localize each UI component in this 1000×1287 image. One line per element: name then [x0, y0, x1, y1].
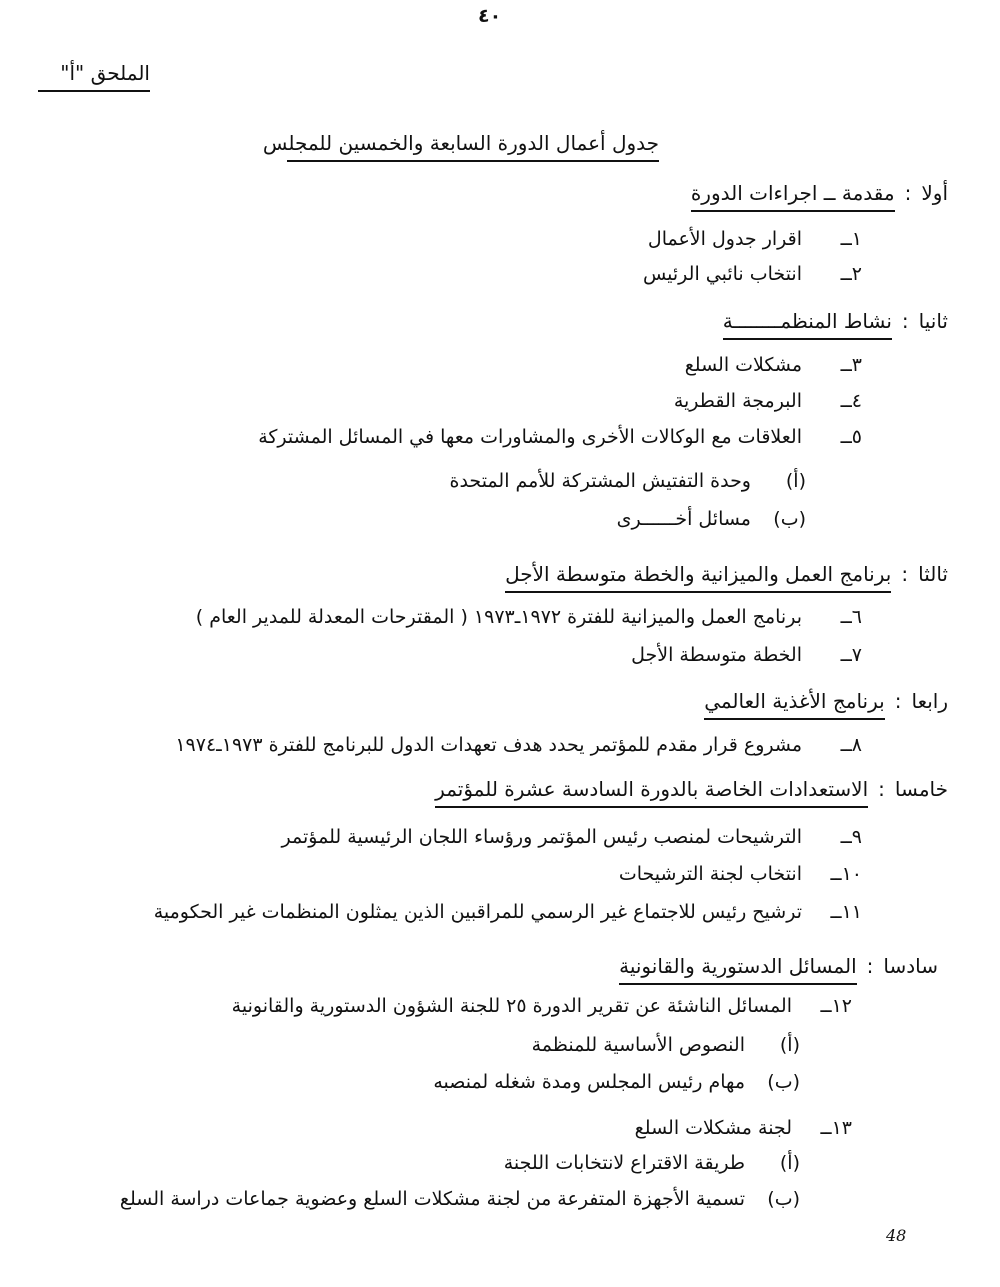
section-heading-4: رابعا : برنامج الأغذية العالمي	[704, 688, 948, 720]
page-number: 48	[886, 1226, 907, 1245]
section-heading-3: ثالثا : برنامج العمل والميزانية والخطة متوسطة الأجل	[505, 561, 948, 593]
section-heading-2: ثانيا : نشاط المنظمــــــــة	[723, 308, 948, 340]
agenda-item: ٨ــ مشروع قرار مقدم للمؤتمر يحدد هدف تعهدات الدول للبرنامج للفترة ١٩٧٣ـ١٩٧٤	[175, 734, 862, 756]
section-heading-1: أولا : مقدمة ــ اجراءات الدورة	[691, 180, 948, 212]
agenda-subitem: (أ) طريقة الاقتراع لانتخابات اللجنة	[503, 1152, 800, 1174]
section-title: برنامج العمل والميزانية والخطة متوسطة الأجل	[505, 561, 891, 593]
agenda-item: ٩ــ الترشيحات لمنصب رئيس المؤتمر ورؤساء اللجان الرئيسية للمؤتمر	[281, 826, 862, 848]
section-label: سادسا	[883, 954, 938, 978]
agenda-subitem: (أ) وحدة التفتيش المشتركة للأمم المتحدة	[449, 470, 806, 492]
agenda-item: ١٠ــ انتخاب لجنة الترشيحات	[618, 863, 862, 885]
agenda-item: ١١ــ ترشيح رئيس للاجتماع غير الرسمي للمراقبين الذين يمثلون المنظمات غير الحكومية	[153, 901, 862, 923]
section-title: نشاط المنظمــــــــة	[723, 308, 892, 340]
section-label: رابعا	[911, 689, 948, 713]
section-label: ثانيا	[918, 309, 948, 333]
section-title: الاستعدادات الخاصة بالدورة السادسة عشرة للمؤتمر	[435, 776, 868, 808]
agenda-item: ٧ــ الخطة متوسطة الأجل	[631, 644, 862, 666]
agenda-item: ٤ــ البرمجة القطرية	[673, 390, 862, 412]
section-title: مقدمة ــ اجراءات الدورة	[691, 180, 895, 212]
agenda-item: ٦ــ برنامج العمل والميزانية للفترة ١٩٧٢ـ١٩٧٣ ( المقترحات المعدلة للمدير العام )	[195, 606, 862, 628]
page-top-number: ٤٠	[478, 5, 502, 27]
section-heading-5: خامسا : الاستعدادات الخاصة بالدورة السادسة عشرة للمؤتمر	[435, 776, 948, 808]
agenda-title: جدول أعمال الدورة السابعة والخمسين للمجلس	[287, 130, 659, 162]
agenda-subitem: (ب) تسمية الأجهزة المتفرعة من لجنة مشكلات السلع وعضوية جماعات دراسة السلع	[119, 1188, 800, 1210]
section-title: برنامج الأغذية العالمي	[704, 688, 885, 720]
section-label: خامسا	[894, 777, 948, 801]
agenda-item: ١٣ــ لجنة مشكلات السلع	[634, 1117, 852, 1139]
section-heading-6: سادسا : المسائل الدستورية والقانونية	[619, 953, 938, 985]
agenda-item: ٢ــ انتخاب نائبي الرئيس	[642, 263, 862, 285]
annex-label: الملحق "أ"	[38, 60, 150, 92]
agenda-item: ٣ــ مشكلات السلع	[684, 354, 862, 376]
section-label: ثالثا	[918, 562, 948, 586]
agenda-item: ١٢ــ المسائل الناشئة عن تقرير الدورة ٢٥ للجنة الشؤون الدستورية والقانونية	[231, 995, 852, 1017]
agenda-subitem: (ب) مسائل أخــــــرى	[616, 508, 806, 530]
agenda-item: ١ــ اقرار جدول الأعمال	[647, 228, 862, 250]
agenda-item: ٥ــ العلاقات مع الوكالات الأخرى والمشاورات معها في المسائل المشتركة	[258, 426, 862, 448]
agenda-subitem: (ب) مهام رئيس المجلس ومدة شغله لمنصبه	[433, 1071, 800, 1093]
section-title: المسائل الدستورية والقانونية	[619, 953, 857, 985]
section-label: أولا	[921, 181, 948, 205]
agenda-subitem: (أ) النصوص الأساسية للمنظمة	[531, 1034, 800, 1056]
